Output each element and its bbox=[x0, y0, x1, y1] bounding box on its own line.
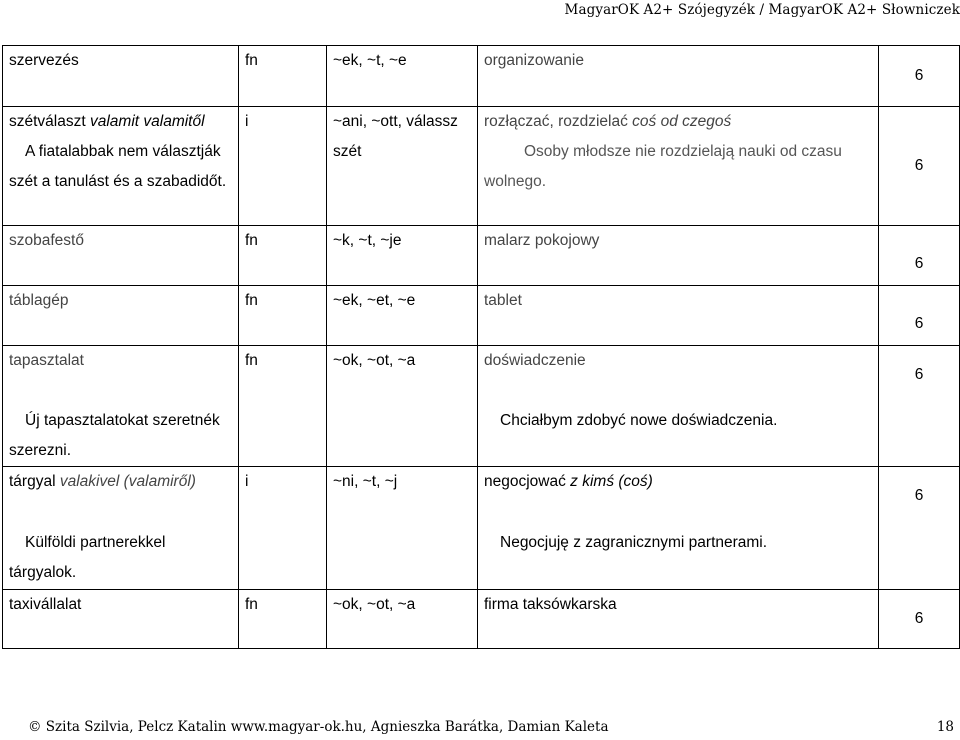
page-reference: 6 bbox=[879, 590, 960, 649]
translation: rozłączać, rozdzielać coś od czegoś Osoby młodsze nie rozdzielają nauki od czasu wolnego. bbox=[478, 107, 879, 226]
translation-note: z kimś (coś) bbox=[570, 473, 653, 490]
page-reference: 6 bbox=[879, 467, 960, 590]
inflected-forms: ~k, ~t, ~je bbox=[327, 226, 478, 286]
inflected-forms: ~ok, ~ot, ~a bbox=[327, 590, 478, 649]
inflected-forms: ~ok, ~ot, ~a bbox=[327, 346, 478, 467]
table-row bbox=[3, 346, 960, 467]
headword: táblagép bbox=[3, 286, 239, 346]
headword-note: valakivel (valamiről) bbox=[59, 473, 196, 490]
document-header: MagyarOK A2+ Szójegyzék / MagyarOK A2+ Słowniczek bbox=[564, 2, 960, 18]
footer-credits: © Szita Szilvia, Pelcz Katalin www.magyar-ok.hu, Agnieszka Barátka, Damian Kaleta bbox=[28, 719, 609, 735]
table-row bbox=[3, 286, 960, 346]
translation: negocjować z kimś (coś) Negocjuję z zagranicznymi partnerami. bbox=[478, 467, 879, 590]
translation: firma taksówkarska bbox=[478, 590, 879, 649]
example-hungarian: A fiatalabbak nem választják szét a tanulást és a szabadidőt. bbox=[9, 143, 227, 190]
headword: szétválaszt valamit valamitől A fiatalabbak nem választják szét a tanulást és a szabadidőt. bbox=[3, 107, 239, 226]
table-row bbox=[3, 590, 960, 649]
part-of-speech: i bbox=[239, 107, 327, 226]
headword: szobafestő bbox=[3, 226, 239, 286]
translation: malarz pokojowy bbox=[478, 226, 879, 286]
headword: tárgyal valakivel (valamiről) Külföldi partnerekkel tárgyalok. bbox=[3, 467, 239, 590]
page-reference: 6 bbox=[879, 346, 960, 467]
inflected-forms: ~ek, ~t, ~e bbox=[327, 46, 478, 107]
headword-note: valamit valamitől bbox=[89, 113, 205, 130]
inflected-forms: ~ni, ~t, ~j bbox=[327, 467, 478, 590]
table-row bbox=[3, 107, 960, 226]
part-of-speech: fn bbox=[239, 46, 327, 107]
part-of-speech: fn bbox=[239, 286, 327, 346]
translation-note: coś od czegoś bbox=[632, 113, 732, 130]
page-reference: 6 bbox=[879, 226, 960, 286]
page-reference: 6 bbox=[879, 46, 960, 107]
vocabulary-table bbox=[2, 45, 960, 649]
translation: tablet bbox=[478, 286, 879, 346]
table-row bbox=[3, 46, 960, 107]
part-of-speech: fn bbox=[239, 590, 327, 649]
translation: organizowanie bbox=[478, 46, 879, 107]
table-row bbox=[3, 226, 960, 286]
part-of-speech: fn bbox=[239, 226, 327, 286]
headword: tapasztalat Új tapasztalatokat szeretnék szerezni. bbox=[3, 346, 239, 467]
translation: doświadczenie Chciałbym zdobyć nowe doświadczenia. bbox=[478, 346, 879, 467]
headword: szervezés bbox=[3, 46, 239, 107]
part-of-speech: fn bbox=[239, 346, 327, 467]
inflected-forms: ~ek, ~et, ~e bbox=[327, 286, 478, 346]
example-polish: Osoby młodsze nie rozdzielają nauki od czasu wolnego. bbox=[484, 143, 842, 190]
example-hungarian: Külföldi partnerekkel tárgyalok. bbox=[9, 534, 166, 581]
example-hungarian: Új tapasztalatokat szeretnék szerezni. bbox=[9, 412, 220, 459]
example-polish: Negocjuję z zagranicznymi partnerami. bbox=[500, 534, 768, 551]
table-row bbox=[3, 467, 960, 590]
part-of-speech: i bbox=[239, 467, 327, 590]
inflected-forms: ~ani, ~ott, válassz szét bbox=[327, 107, 478, 226]
headword: taxivállalat bbox=[3, 590, 239, 649]
page-reference: 6 bbox=[879, 286, 960, 346]
page-reference: 6 bbox=[879, 107, 960, 226]
example-polish: Chciałbym zdobyć nowe doświadczenia. bbox=[500, 412, 778, 429]
page-number: 18 bbox=[936, 719, 954, 735]
